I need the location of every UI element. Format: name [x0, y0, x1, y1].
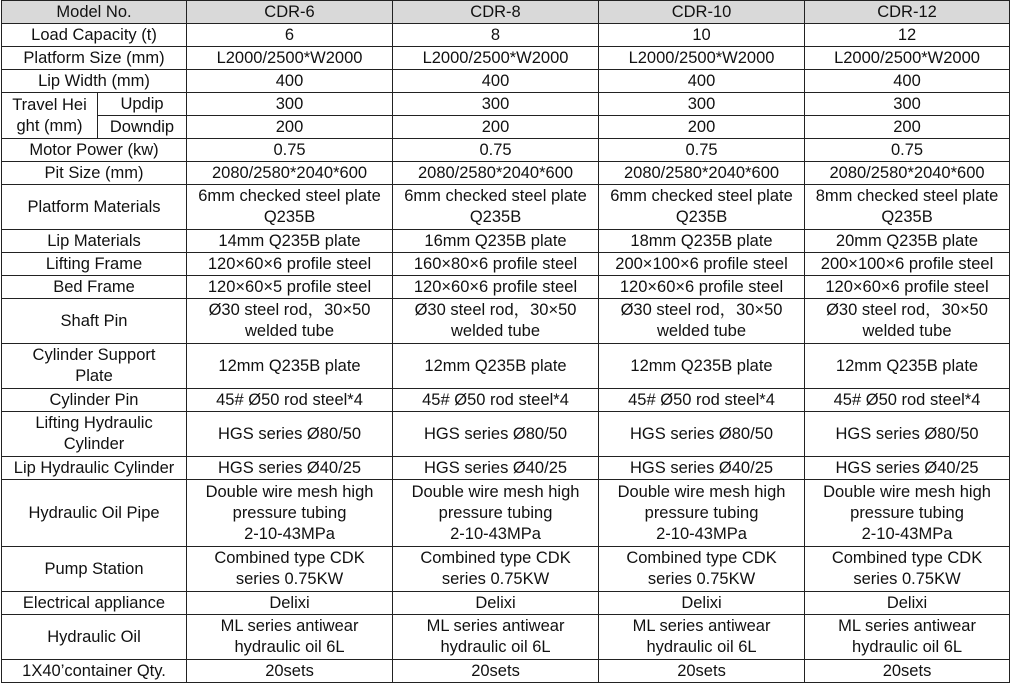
- table-cell: 160×80×6 profile steel: [393, 253, 599, 276]
- cell-line: 2-10-43MPa: [450, 524, 541, 543]
- table-row: [2, 162, 1010, 185]
- table-cell: 10: [599, 24, 805, 47]
- table-cell: 200: [599, 116, 805, 139]
- downdip-label: Downdip: [98, 116, 187, 139]
- table-row: [2, 660, 1010, 683]
- cell-line: 8mm checked steel plate: [815, 187, 999, 205]
- table-cell: 0.75: [187, 139, 393, 162]
- row-label: Platform Materials: [2, 185, 187, 230]
- row-label-line: Cylinder: [63, 435, 125, 453]
- table-cell: 2080/2580*2040*600: [393, 162, 599, 185]
- cell-line: ML series antiwear: [838, 617, 976, 635]
- row-label: Bed Frame: [2, 276, 187, 299]
- cell-line: Q235B: [469, 208, 522, 226]
- table-cell: 6: [187, 24, 393, 47]
- table-cell: 45# Ø50 rod steel*4: [805, 389, 1010, 412]
- cell-line: hydraulic oil 6L: [646, 638, 757, 656]
- cell-line: hydraulic oil 6L: [440, 638, 551, 656]
- row-label: Lifting Frame: [2, 253, 187, 276]
- table-cell: 20sets: [393, 660, 599, 683]
- row-label: Hydraulic Oil Pipe: [2, 480, 187, 547]
- table-row: [2, 615, 1010, 660]
- cell-line: 2-10-43MPa: [861, 524, 953, 543]
- table-cell: [599, 615, 805, 660]
- table-cell: 12mm Q235B plate: [393, 344, 599, 389]
- table-cell: L2000/2500*W2000: [393, 47, 599, 70]
- cell-line: hydraulic oil 6L: [851, 638, 963, 656]
- cell-line: ML series antiwear: [632, 617, 771, 635]
- cell-line: Q235B: [881, 208, 933, 226]
- table-cell: [599, 299, 805, 344]
- row-label: Lip Width (mm): [2, 70, 187, 93]
- table-row: [2, 47, 1010, 70]
- table-row: [2, 299, 1010, 344]
- model-header: CDR-8: [393, 1, 599, 24]
- table-cell: L2000/2500*W2000: [805, 47, 1010, 70]
- table-cell: 45# Ø50 rod steel*4: [599, 389, 805, 412]
- table-row: [2, 185, 1010, 230]
- travel-height-label-line: Travel Hei: [12, 95, 87, 114]
- table-cell: L2000/2500*W2000: [187, 47, 393, 70]
- table-cell: 45# Ø50 rod steel*4: [393, 389, 599, 412]
- table-cell: [187, 615, 393, 660]
- table-cell: 20sets: [599, 660, 805, 683]
- cell-line: pressure tubing: [438, 503, 553, 522]
- table-cell: 0.75: [393, 139, 599, 162]
- table-row: [2, 276, 1010, 299]
- table-cell: 120×60×6 profile steel: [805, 276, 1010, 299]
- table-cell: L2000/2500*W2000: [599, 47, 805, 70]
- row-label: Pump Station: [2, 547, 187, 592]
- table-cell: 300: [805, 93, 1010, 116]
- cell-line: welded tube: [862, 322, 952, 340]
- cell-line: ML series antiwear: [426, 617, 565, 635]
- row-label: Cylinder Pin: [2, 389, 187, 412]
- cell-line: ML series antiwear: [220, 617, 359, 635]
- cell-line: Ø30 steel rod，30×50: [208, 301, 371, 319]
- row-label-line: Lifting Hydraulic: [35, 414, 153, 432]
- table-cell: 2080/2580*2040*600: [805, 162, 1010, 185]
- table-cell: 20mm Q235B plate: [805, 230, 1010, 253]
- table-cell: 200: [187, 116, 393, 139]
- row-label: 1X40’container Qty.: [2, 660, 187, 683]
- table-cell: 200: [393, 116, 599, 139]
- cell-line: Combined type CDK: [626, 549, 777, 567]
- table-cell: 400: [599, 70, 805, 93]
- table-cell: 120×60×6 profile steel: [393, 276, 599, 299]
- row-label: Electrical appliance: [2, 592, 187, 615]
- row-label: Shaft Pin: [2, 299, 187, 344]
- table-cell: [187, 185, 393, 230]
- cell-line: 6mm checked steel plate: [404, 187, 587, 205]
- row-label: [2, 344, 187, 389]
- cell-line: series 0.75KW: [647, 570, 756, 588]
- row-label: Motor Power (kw): [2, 139, 187, 162]
- table-cell: HGS series Ø80/50: [805, 412, 1010, 457]
- cell-line: Combined type CDK: [420, 549, 571, 567]
- row-label: Pit Size (mm): [2, 162, 187, 185]
- table-cell: 12: [805, 24, 1010, 47]
- table-row: [2, 230, 1010, 253]
- table-cell: 120×60×6 profile steel: [599, 276, 805, 299]
- cell-line: series 0.75KW: [441, 570, 550, 588]
- table-cell: 8: [393, 24, 599, 47]
- row-label: Hydraulic Oil: [2, 615, 187, 660]
- header-row: [2, 1, 1010, 24]
- cell-line: Ø30 steel rod，30×50: [414, 301, 577, 319]
- row-label: [2, 412, 187, 457]
- table-row: [2, 592, 1010, 615]
- table-cell: 0.75: [599, 139, 805, 162]
- table-cell: 0.75: [805, 139, 1010, 162]
- table-cell: [805, 299, 1010, 344]
- table-cell: Delixi: [805, 592, 1010, 615]
- travel-height-label-line: ght (mm): [16, 116, 83, 135]
- cell-line: 2-10-43MPa: [656, 524, 747, 543]
- table-cell: [805, 547, 1010, 592]
- table-cell: 200: [805, 116, 1010, 139]
- table-cell: [393, 480, 599, 547]
- row-label: Lip Hydraulic Cylinder: [2, 457, 187, 480]
- table-row: [2, 139, 1010, 162]
- cell-line: series 0.75KW: [235, 570, 344, 588]
- cell-line: welded tube: [451, 322, 541, 340]
- row-label-line: Plate: [75, 367, 113, 385]
- table-cell: 20sets: [805, 660, 1010, 683]
- cell-line: Q235B: [263, 208, 316, 226]
- cell-line: Ø30 steel rod，30×50: [620, 301, 783, 319]
- model-header: CDR-6: [187, 1, 393, 24]
- table-row: [2, 253, 1010, 276]
- table-cell: 400: [393, 70, 599, 93]
- table-row: [2, 70, 1010, 93]
- row-label: Lip Materials: [2, 230, 187, 253]
- table-cell: [187, 547, 393, 592]
- cell-line: Double wire mesh high: [617, 482, 786, 501]
- table-cell: 2080/2580*2040*600: [187, 162, 393, 185]
- table-cell: 300: [393, 93, 599, 116]
- table-cell: Delixi: [393, 592, 599, 615]
- table-row: [2, 547, 1010, 592]
- table-row: [2, 344, 1010, 389]
- table-cell: 16mm Q235B plate: [393, 230, 599, 253]
- table-cell: 400: [187, 70, 393, 93]
- table-row: [2, 389, 1010, 412]
- table-cell: HGS series Ø80/50: [187, 412, 393, 457]
- table-cell: [393, 547, 599, 592]
- table-row: [2, 457, 1010, 480]
- updip-label: Updip: [98, 93, 187, 116]
- table-cell: [187, 480, 393, 547]
- table-row: [2, 93, 1010, 116]
- table-cell: 300: [599, 93, 805, 116]
- table-cell: 120×60×5 profile steel: [187, 276, 393, 299]
- table-cell: 18mm Q235B plate: [599, 230, 805, 253]
- cell-line: pressure tubing: [644, 503, 759, 522]
- model-header: CDR-10: [599, 1, 805, 24]
- table-cell: 45# Ø50 rod steel*4: [187, 389, 393, 412]
- table-cell: HGS series Ø40/25: [599, 457, 805, 480]
- model-no-header: Model No.: [2, 1, 187, 24]
- table-cell: [393, 185, 599, 230]
- table-cell: [599, 185, 805, 230]
- travel-height-label: [2, 93, 98, 139]
- table-cell: 12mm Q235B plate: [599, 344, 805, 389]
- table-cell: 120×60×6 profile steel: [187, 253, 393, 276]
- table-cell: 400: [805, 70, 1010, 93]
- table-cell: HGS series Ø40/25: [393, 457, 599, 480]
- table-cell: 12mm Q235B plate: [187, 344, 393, 389]
- row-label-line: Cylinder Support: [32, 346, 156, 364]
- row-label: Load Capacity (t): [2, 24, 187, 47]
- cell-line: series 0.75KW: [853, 570, 961, 588]
- table-cell: 2080/2580*2040*600: [599, 162, 805, 185]
- cell-line: Combined type CDK: [831, 549, 983, 567]
- table-cell: 20sets: [187, 660, 393, 683]
- cell-line: Double wire mesh high: [411, 482, 580, 501]
- table-cell: 14mm Q235B plate: [187, 230, 393, 253]
- table-cell: HGS series Ø40/25: [187, 457, 393, 480]
- spec-table: [1, 0, 1010, 683]
- table-cell: [805, 615, 1010, 660]
- table-cell: 300: [187, 93, 393, 116]
- table-cell: 12mm Q235B plate: [805, 344, 1010, 389]
- table-cell: [805, 480, 1010, 547]
- table-cell: [187, 299, 393, 344]
- cell-line: Q235B: [675, 208, 728, 226]
- table-cell: [599, 547, 805, 592]
- table-cell: HGS series Ø80/50: [599, 412, 805, 457]
- table-cell: 200×100×6 profile steel: [805, 253, 1010, 276]
- row-label: Platform Size (mm): [2, 47, 187, 70]
- table-row: [2, 116, 1010, 139]
- table-cell: HGS series Ø80/50: [393, 412, 599, 457]
- model-header: CDR-12: [805, 1, 1010, 24]
- cell-line: Ø30 steel rod，30×50: [826, 301, 988, 319]
- cell-line: Double wire mesh high: [205, 482, 374, 501]
- table-cell: [393, 615, 599, 660]
- cell-line: hydraulic oil 6L: [234, 638, 345, 656]
- table-row: [2, 480, 1010, 547]
- cell-line: 2-10-43MPa: [244, 524, 335, 543]
- cell-line: 6mm checked steel plate: [610, 187, 793, 205]
- cell-line: Double wire mesh high: [823, 482, 991, 501]
- table-cell: Delixi: [187, 592, 393, 615]
- cell-line: welded tube: [657, 322, 747, 340]
- table-cell: [805, 185, 1010, 230]
- table-cell: Delixi: [599, 592, 805, 615]
- cell-line: 6mm checked steel plate: [198, 187, 381, 205]
- cell-line: Combined type CDK: [214, 549, 365, 567]
- cell-line: pressure tubing: [850, 503, 964, 522]
- table-row: [2, 412, 1010, 457]
- table-cell: [599, 480, 805, 547]
- table-row: [2, 24, 1010, 47]
- table-cell: HGS series Ø40/25: [805, 457, 1010, 480]
- cell-line: welded tube: [245, 322, 335, 340]
- table-cell: 200×100×6 profile steel: [599, 253, 805, 276]
- table-cell: [393, 299, 599, 344]
- cell-line: pressure tubing: [232, 503, 347, 522]
